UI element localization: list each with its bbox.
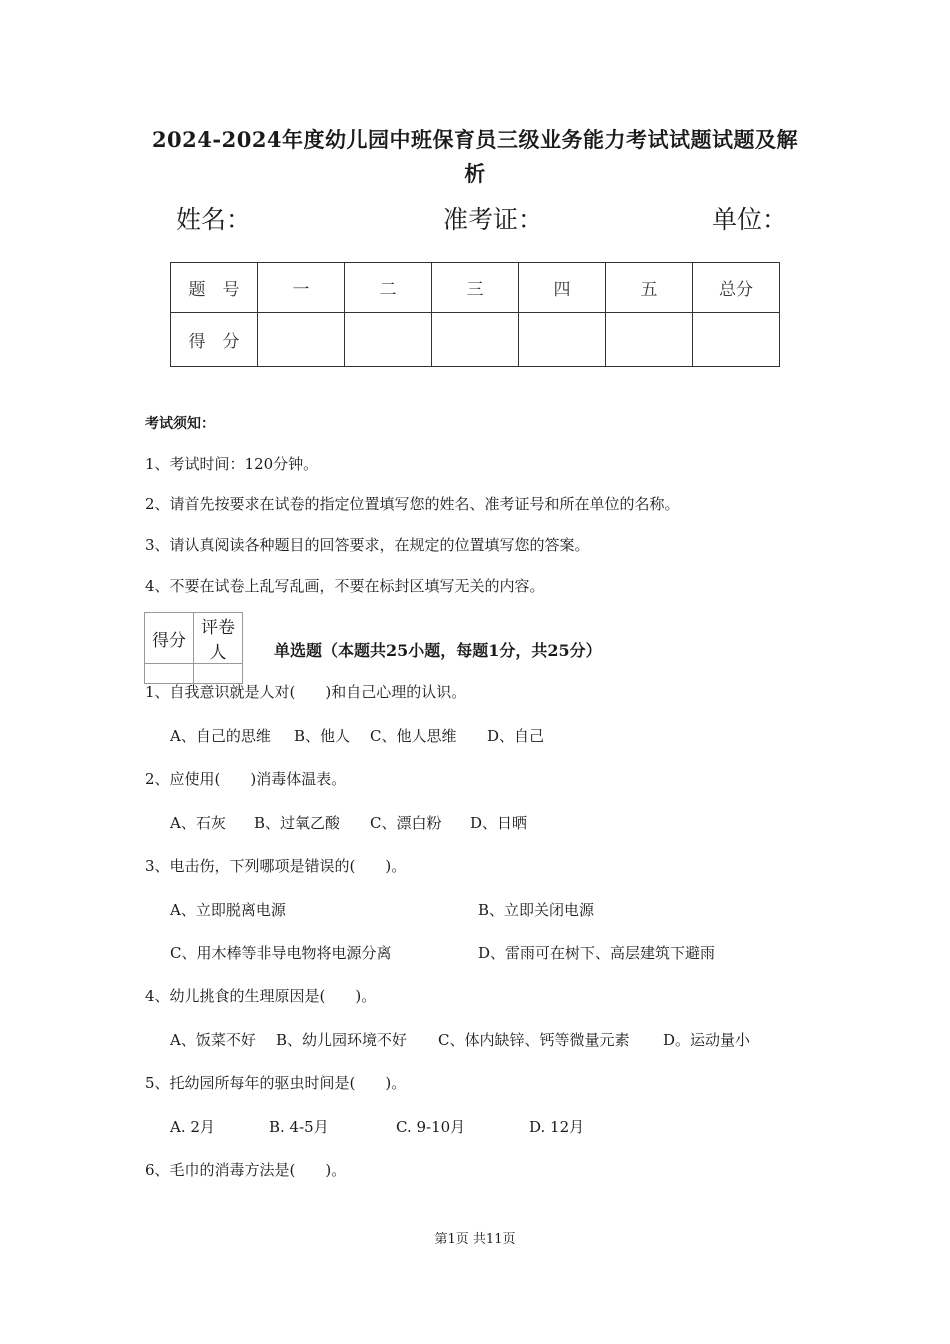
question-option: B、他人 xyxy=(294,727,351,745)
score-table-header-cell: 三 xyxy=(432,263,519,313)
score-cell[interactable] xyxy=(606,313,693,367)
notice-item: 4、不要在试卷上乱写乱画，不要在标封区填写无关的内容。 xyxy=(145,577,545,595)
question-option: D。运动量小 xyxy=(663,1031,751,1049)
grader-box-score-label: 得分 xyxy=(145,613,194,664)
question-option: C. 9-10月 xyxy=(396,1118,466,1136)
score-table-score-row xyxy=(171,313,780,367)
unit-field-label: 单位： xyxy=(712,205,788,234)
notice-heading: 考试须知： xyxy=(145,416,215,432)
question-option: A. 2月 xyxy=(170,1118,215,1136)
score-table-header-cell: 四 xyxy=(519,263,606,313)
document-title-line1: 2024-2024年度幼儿园中班保育员三级业务能力考试试题试题及解 xyxy=(151,127,799,152)
question-option: C、他人思维 xyxy=(370,727,457,745)
question-stem: 4、幼儿挑食的生理原因是( )。 xyxy=(145,987,377,1005)
score-cell[interactable] xyxy=(432,313,519,367)
notice-item: 3、请认真阅读各种题目的回答要求，在规定的位置填写您的答案。 xyxy=(145,536,590,554)
question-option: B. 4-5月 xyxy=(269,1118,329,1136)
question-stem: 5、托幼园所每年的驱虫时间是( )。 xyxy=(145,1074,407,1092)
notice-item: 1、考试时间：120分钟。 xyxy=(145,455,319,473)
question-option: C、体内缺锌、钙等微量元素 xyxy=(438,1031,630,1049)
score-cell[interactable] xyxy=(258,313,345,367)
score-table-header-cell: 五 xyxy=(606,263,693,313)
score-table-header-row xyxy=(171,263,780,313)
question-option: C、漂白粉 xyxy=(370,814,442,832)
question-option: A、自己的思维 xyxy=(170,727,271,745)
question-option: D、自己 xyxy=(487,727,545,745)
document-title-line2: 析 xyxy=(464,161,486,186)
score-cell[interactable] xyxy=(345,313,432,367)
score-table-header-cell: 总分 xyxy=(693,263,780,313)
score-table-row-label: 得 分 xyxy=(171,313,258,367)
grader-box-grader-label: 评卷人 xyxy=(194,613,243,664)
exam-id-field-label: 准考证： xyxy=(443,205,544,234)
question-option: D. 12月 xyxy=(529,1118,585,1136)
grader-box xyxy=(144,612,243,684)
score-table-header-cell: 二 xyxy=(345,263,432,313)
score-table-header-cell: 题 号 xyxy=(171,263,258,313)
question-option: B、幼儿园环境不好 xyxy=(276,1031,408,1049)
question-option: A、石灰 xyxy=(170,814,226,832)
question-stem: 1、自我意识就是人对( )和自己心理的认识。 xyxy=(145,683,467,701)
question-option: D、雷雨可在树下、高层建筑下避雨 xyxy=(478,944,716,962)
score-table xyxy=(170,262,780,367)
question-option: A、饭菜不好 xyxy=(170,1031,256,1049)
question-stem: 6、毛巾的消毒方法是( )。 xyxy=(145,1161,347,1179)
question-stem: 3、电击伤，下列哪项是错误的( )。 xyxy=(145,857,407,875)
name-field-label: 姓名： xyxy=(176,205,252,234)
question-option: B、过氧乙酸 xyxy=(254,814,341,832)
score-cell[interactable] xyxy=(693,313,780,367)
question-option: D、日晒 xyxy=(470,814,528,832)
score-cell[interactable] xyxy=(519,313,606,367)
page-footer: 第1页 共11页 xyxy=(434,1232,516,1247)
question-option: C、用木棒等非导电物将电源分离 xyxy=(170,944,392,962)
question-option: B、立即关闭电源 xyxy=(478,901,595,919)
score-table-header-cell: 一 xyxy=(258,263,345,313)
notice-item: 2、请首先按要求在试卷的指定位置填写您的姓名、准考证号和所在单位的名称。 xyxy=(145,495,680,513)
question-stem: 2、应使用( )消毒体温表。 xyxy=(145,770,347,788)
question-option: A、立即脱离电源 xyxy=(170,901,286,919)
section-heading: 单选题（本题共25小题，每题1分，共25分） xyxy=(274,641,602,660)
